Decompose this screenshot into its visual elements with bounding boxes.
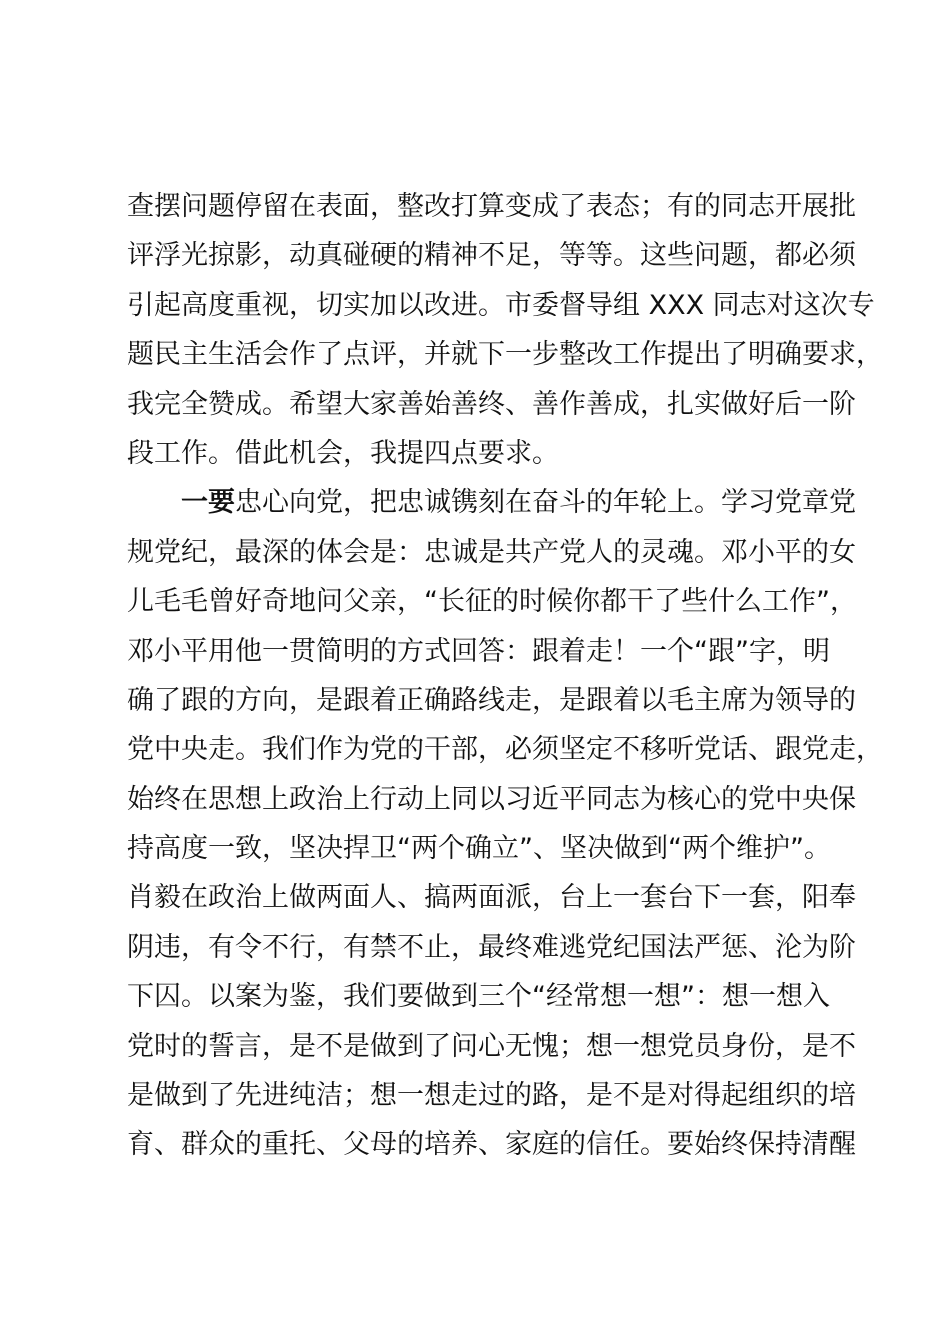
paragraph-line: 是做到了先进纯洁；想一想走过的路，是不是对得起组织的培 [127,1080,856,1112]
paragraph-line: 始终在思想上政治上行动上同以习近平同志为核心的党中央保 [127,783,856,815]
paragraph-line: 肖毅在政治上做两面人、搞两面派，台上一套台下一套，阳奉 [127,882,856,914]
paragraph-line: 引起高度重视，切实加以改进。市委督导组 XXX 同志对这次专 [127,289,875,321]
paragraph-line: 确了跟的方向，是跟着正确路线走，是跟着以毛主席为领导的 [127,684,856,716]
paragraph-line: 我完全赞成。希望大家善始善终、善作善成，扎实做好后一阶 [127,388,856,420]
paragraph-line: 党时的誓言，是不是做到了问心无愧；想一想党员身份，是不 [127,1030,856,1062]
paragraph-line: 段工作。借此机会，我提四点要求。 [127,437,559,469]
paragraph-line: 查摆问题停留在表面，整改打算变成了表态；有的同志开展批 [127,191,856,222]
paragraph-line: 育、群众的重托、父母的培养、家庭的信任。要始终保持清醒 [127,1129,856,1161]
paragraph-line: 下囚。以案为鉴，我们要做到三个“经常想一想”：想一想入 [127,981,830,1013]
paragraph-line: 邓小平用他一贯简明的方式回答：跟着走！一个“跟”字，明 [127,635,830,667]
paragraph-line: 党中央走。我们作为党的干部，必须坚定不移听党话、跟党走， [127,734,883,766]
paragraph-line: 题民主生活会作了点评，并就下一步整改工作提出了明确要求， [127,339,883,371]
paragraph-lead: 一要 [181,487,235,519]
paragraph-line: 规党纪，最深的体会是：忠诚是共产党人的灵魂。邓小平的女 [127,536,856,568]
paragraph-line: 一要忠心向党，把忠诚镌刻在奋斗的年轮上。学习党章党 [127,478,867,527]
body-text [127,182,883,1170]
paragraph-line: 儿毛毛曾好奇地问父亲，“长征的时候你都干了些什么工作”， [127,586,857,618]
paragraph-line: 阴违，有令不行，有禁不止，最终难逃党纪国法严惩、沦为阶 [127,931,856,963]
paragraph-line: 评浮光掠影，动真碰硬的精神不足，等等。这些问题，都必须 [127,240,856,272]
paragraph-line: 持高度一致，坚决捍卫“两个确立”、坚决做到“两个维护”。 [127,833,831,865]
